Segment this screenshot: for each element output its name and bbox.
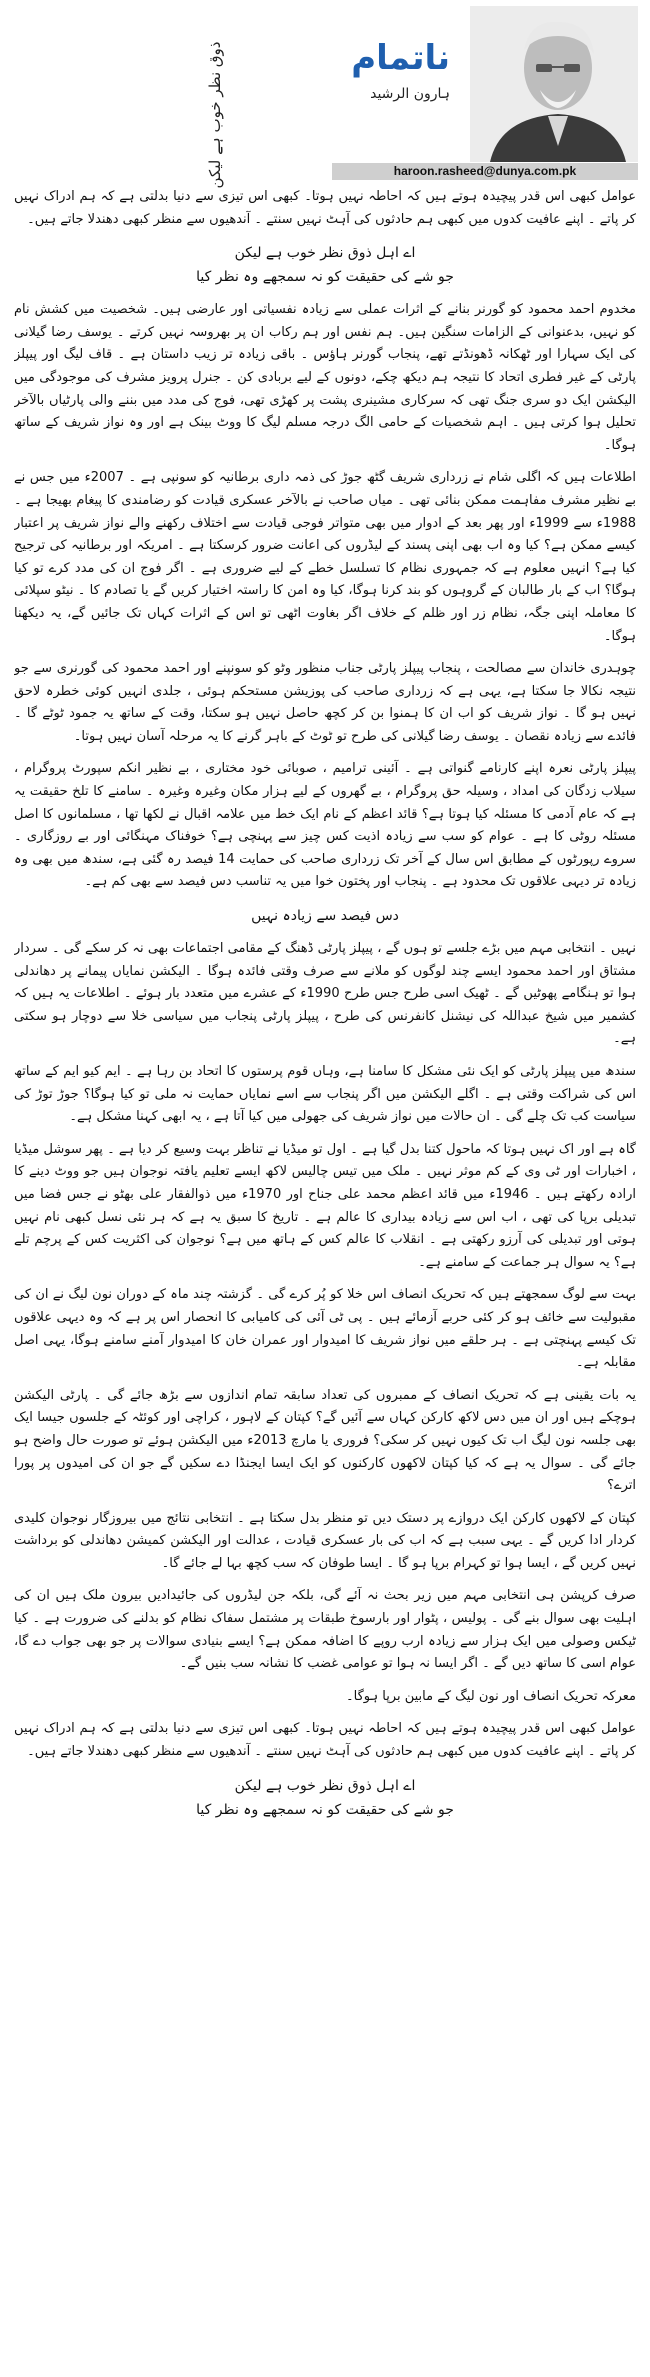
article-paragraph: کپتان کے لاکھوں کارکن ایک دروازے پر دستک دیں تو منظر بدل سکتا ہے ۔ انتخابی نتائج میں بیروزگار نوجوان کلیدی کردار ادا کریں گے ۔ یہی سبب ہے کہ اب کی بار عسکری قیادت ، عدالت اور الیکشن کمیشن دھاندلی کو برداشت نہیں کریں گے ، ایسا ہوا تو کہرام برپا ہو گا ۔ ایسا طوفان کہ سب کچھ بہا لے جائے گا۔ <box>14 1510 636 1571</box>
article-paragraph: پیپلز پارٹی نعرہ اپنے کارنامے گنواتی ہے ۔ آئینی ترامیم ، صوبائی خود مختاری ، بے نظیر انکم سپورٹ پروگرام ، سیلاب زدگان کی امداد ، وسیلہ حق پروگرام ، بے گھروں کے لیے ہزار مکان وغیرہ وغیرہ ۔ سامنے کا تلخ حقیقت یہ ہے کہ عام آدمی کا مسئلہ کیا ہوتا ہے؟ قائد اعظم کے نام ایک خط میں علامہ اقبال نے لکھا تھا ، مسلمانوں کا اصل مسئلہ روٹی کا ہے ۔ عوام کو سب سے زیادہ اذیت کس چیز سے پہنچی ہے؟ خوفناک مہنگائی اور بے روزگاری ۔ سروے رپورٹوں کے مطابق اس سال کے آخر تک زرداری صاحب کی حمایت 14 فیصد رہ گئی ہے، سندھ میں بھی وہ زیادہ تر دیہی علاقوں تک محدود ہے ۔ پنجاب اور پختون خوا میں یہ تناسب دس فیصد سے بھی کم ہے۔ <box>14 761 636 890</box>
article-paragraph: معرکہ تحریک انصاف اور نون لیگ کے مابین برپا ہوگا۔ <box>346 1688 636 1704</box>
verse-line: دس فیصد سے زیادہ نہیں <box>251 908 399 925</box>
verse-line: جو شے کی حقیقت کو نہ سمجھے وہ نظر کیا <box>196 269 454 286</box>
article-paragraph: سندھ میں پیپلز پارٹی کو ایک نئی مشکل کا سامنا ہے، وہاں قوم پرستوں کا اتحاد بن رہا ہے ۔ ایم کیو ایم کے ساتھ اس کی شراکت وقتی ہے ۔ اگلے الیکشن میں اگر پنجاب سے اسے نمایاں حمایت نہ ملی تو کیا ہوگا؟ جوڑ توڑ کی سیاست کب تک چلے گی ۔ ان حالات میں نواز شریف کی جھولی میں کیا آتا ہے ، یہ ابھی کہنا مشکل ہے۔ <box>14 1064 636 1125</box>
verse-line: اے اہل ذوق نظر خوب ہے لیکن <box>234 245 416 262</box>
article-paragraph: مخدوم احمد محمود کو گورنر بنانے کے اثرات عملی سے زیادہ نفسیاتی اور عارضی ہیں۔ شخصیت میں کشش نام کو نہیں، بدعنوانی کے الزامات سنگین ہیں۔ ہم نفس اور ہم رکاب ان پر بھروسہ نہیں کرتے ۔ یوسف رضا گیلانی کی ایک سہارا اور ٹھکانہ ڈھونڈتے تھے، پنجاب گورنر ہاؤس ۔ باقی زیادہ تر زیب داستان ہے ۔ قاف لیگ اور پیپلز پارٹی کے غیر فطری اتحاد کا نتیجہ ہم دیکھ چکے، دونوں کے لیے بربادی کن ۔ جنرل پرویز مشرف کی موجودگی میں الیکشن ایک دو سری جنگ تھی کہ سرکاری مشینری پشت پر کھڑی تھی، فوج کی مدد میں بننے والی پارٹیاں بالآخر تحلیل ہوا کرتی ہیں ۔ اہم شخصیات کے حامی الگ درجہ مسلم لیگ کا ووٹ بینک ہے اور وہ نواز شریف کے ساتھ ہوگا۔ <box>14 302 636 453</box>
article-paragraph: اطلاعات ہیں کہ اگلی شام نے زرداری شریف گٹھ جوڑ کی ذمہ داری برطانیہ کو سونپی ہے ۔ 2007ء میں جس نے بے نظیر مشرف مفاہمت ممکن بنائی تھی ۔ میاں صاحب نے بالآخر عسکری قیادت کو رضامندی کا پیغام بھیجا ہے ۔ 1988ء سے 1999ء اور پھر بعد کے ادوار میں بھی متواتر فوجی قیادت سے اختلاف رکھنے والے نواز شریف پر اعتبار کیسے ممکن ہے؟ کیا وہ اب بھی اپنی پسند کے لیڈروں کی اعانت ضرور کرسکتا ہے ۔ امریکہ اور برطانیہ کی ترجیح کیا ہے؟ انہیں معلوم ہے کہ جمہوری نظام کا تسلسل خطے کے لیے ضروری ہے ۔ اگر فوج ان کی مدد کرے تو کیا ہوگا؟ اب کے بار طالبان کے گروہوں کو بند کرنا ہوگا، کیا وہ امن کا راستہ اختیار کریں گے یا تصادم کا ۔ نیٹو سپلائی کا معاملہ اپنی جگہ، نظام زر اور ظلم کے خلاف اگر بغاوت اٹھی تو اس کے اثرات کہاں تک جائیں گے، یہ دیکھنا ہوگا۔ <box>14 470 636 644</box>
author-email: haroon.rasheed@dunya.com.pk <box>332 163 638 180</box>
article-body <box>14 186 636 2366</box>
article-paragraph: بہت سے لوگ سمجھتے ہیں کہ تحریک انصاف اس خلا کو پُر کرے گی ۔ گزشتہ چند ماہ کے دوران نون لیگ نے ان کی مقبولیت سے خائف ہو کر کئی حربے آزمائے ہیں ۔ پی ٹی آئی کی کامیابی کا انحصار اس پر ہے کہ وہ دیہی علاقوں تک کیسے پہنچتی ہے ۔ ہر حلقے میں نواز شریف کا امیدوار اور عمران خان کا امیدوار آمنے سامنے ہوگا، یہی اصل مقابلہ ہے۔ <box>14 1287 636 1371</box>
author-portrait-icon <box>470 6 638 162</box>
column-title-text: ذوق نظر خوب ہے لیکن <box>206 41 224 189</box>
article-paragraph: صرف کرپشن ہی انتخابی مہم میں زیر بحث نہ آئے گی، بلکہ جن لیڈروں کی جائیدادیں بیرون ملک ہیں ان کی اہلیت بھی سوال بنے گی ۔ پولیس ، پٹوار اور بارسوخ طبقات پر مشتمل سفاک نظام کو بدلنے کی ضرورت ہے ۔ کیا ٹیکس وصولی میں ایک ہزار سے زیادہ ارب روپے کا اضافہ ممکن ہے؟ ایسے بنیادی سوالات پر جو بھی جواب دے گا، عوام اسی کا ساتھ دیں گے ۔ اگر ایسا نہ ہوا تو عوامی غضب کا نشانہ سب بنیں گے۔ <box>14 1588 636 1672</box>
article-paragraph: نہیں ۔ انتخابی مہم میں بڑے جلسے تو ہوں گے ، پیپلز پارٹی ڈھنگ کے مقامی اجتماعات بھی نہ کر سکے گی ۔ سردار مشتاق اور احمد محمود ایسے چند لوگوں کو ملانے سے صرف وقتی فائدہ ہوگا ۔ الیکشن نمایاں پیمانے پر دھاندلی ہوا تو ہنگامے پھوٹیں گے ۔ ٹھیک اسی طرح جس طرح 1990ء کے عشرے میں متعدد بار ہوئے ۔ اطلاعات یہ ہیں کہ کشمیر میں شیخ عبداللہ کی نیشنل کانفرنس کی طرح ، پیپلز پارٹی پنجاب میں سیاسی خلا سے دوچار ہو سکتی ہے۔ <box>14 941 636 1047</box>
verse-block <box>14 1774 636 1822</box>
article-paragraph: چوہدری خاندان سے مصالحت ، پنجاب پیپلز پارٹی جناب منظور وٹو کو سونپنے اور احمد محمود کی گورنری سے جو نتیجہ نکالا جا سکتا ہے، یہی ہے کہ زرداری صاحب کی پوزیشن مستحکم ہوئی ، جلدی انہیں کوئی خطرہ لاحق نہیں ہو گا ۔ نواز شریف کو اب ان کا ہمنوا بن کر کچھ حاصل نہیں ہو سکتا، وقت کے ساتھ یہ جمود ٹوٹے گا ۔ فائدے سے زیادہ نقصان ۔ یوسف رضا گیلانی کی طرح تو ٹوٹ کے باہر گرنے کا یہ مرحلہ آسان نہیں ہوتا۔ <box>14 661 636 744</box>
article-paragraph: عوامل کبھی اس قدر پیچیدہ ہوتے ہیں کہ احاطہ نہیں ہوتا۔ کبھی اس تیزی سے دنیا بدلتی ہے کہ ہم ادراک نہیں کر پاتے ۔ اپنے عافیت کدوں میں کبھی ہم حادثوں کی آہٹ نہیں سنتے ۔ آندھیوں سے منظر کبھی دھندلا جاتے ہیں۔ <box>14 189 636 227</box>
article-paragraph: یہ بات یقینی ہے کہ تحریک انصاف کے ممبروں کی تعداد سابقہ تمام اندازوں سے بڑھ جائے گی ۔ پارٹی الیکشن ہوچکے ہیں اور ان میں دس لاکھ کارکن کہاں سے آئیں گے؟ کپتان کے لاہور ، کراچی اور کوئٹہ کے جلسوں جیسا ایک بھی جلسہ نون لیگ اب تک کیوں نہیں کر سکی؟ فروری یا مارچ 2013ء میں الیکشن ہوئے تو صورت حال واضح ہو جائے گی ۔ سوال یہ ہے کہ کیا کپتان لاکھوں کارکنوں کو ایک ایسا ایجنڈا دے سکیں گے جو ان کی امیدوں پر پورا اترے؟ <box>14 1387 636 1494</box>
masthead <box>0 0 650 189</box>
article-paragraph: عوامل کبھی اس قدر پیچیدہ ہوتے ہیں کہ احاطہ نہیں ہوتا۔ کبھی اس تیزی سے دنیا بدلتی ہے کہ ہم ادراک نہیں کر پاتے ۔ اپنے عافیت کدوں میں کبھی ہم حادثوں کی آہٹ نہیں سنتے ۔ آندھیوں سے منظر کبھی دھندلا جاتے ہیں۔ <box>14 1721 636 1760</box>
column-title <box>150 41 280 189</box>
verse-line: جو شے کی حقیقت کو نہ سمجھے وہ نظر کیا <box>196 1801 454 1818</box>
author-name: ہارون الرشید <box>370 86 450 102</box>
verse-line: اے اہل ذوق نظر خوب ہے لیکن <box>234 1777 416 1794</box>
brand-title: ناتمام <box>351 38 450 78</box>
verse-block <box>14 904 636 928</box>
column-brand <box>330 38 450 130</box>
article-paragraph: گاہ ہے اور اک نہیں ہوتا کہ ماحول کتنا بدل گیا ہے ۔ اول تو میڈیا نے تناظر بہت وسیع کر دیا ہے ۔ پھر سوشل میڈیا ، اخبارات اور ٹی وی کے کم موثر نہیں ۔ ملک میں تیس چالیس لاکھ ایسے تعلیم یافتہ نوجوان ہیں جو ووٹ دینے کا ارادہ رکھتے ہیں ۔ 1946ء میں قائد اعظم محمد علی جناح اور 1970ء میں ذوالفقار علی بھٹو نے جس فضا میں تبدیلی برپا کی تھی ، اب اس سے زیادہ بیداری کا عالم ہے ۔ تاریخ کا سبق یہ ہے کہ ہر نئی نسل کبھی نام نہیں ہوتی اور تبدیلی کی آرزو رکھتی ہے ۔ انقلاب کا عالم کس کے ہاتھ میں ہے؟ نوجوان کی اکثریت کس کے پرچم تلے ہے؟ یہ سوال ہر جماعت کے سامنے ہے۔ <box>14 1141 636 1270</box>
verse-block <box>14 241 636 289</box>
